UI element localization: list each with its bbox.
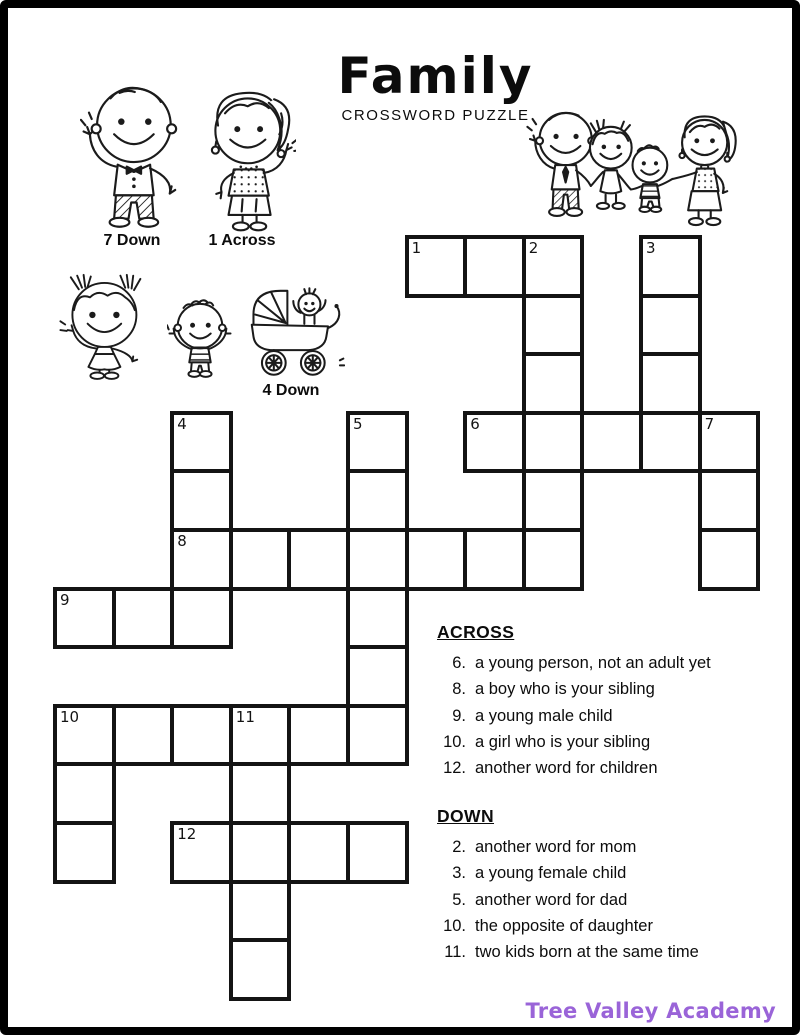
grid-cell[interactable] [522,235,585,298]
clue-text: a young female child [475,864,627,883]
grid-cell-number: 4 [177,414,187,433]
grid-cell[interactable] [229,528,292,591]
clue-text: two kids born at the same time [475,943,699,962]
grid-cell[interactable] [170,587,233,650]
grid-cell-number: 1 [411,239,422,257]
grid-cell[interactable] [170,528,233,591]
watermark: Tree Valley Academy [525,999,776,1023]
grid-cell[interactable] [639,411,702,474]
grid-cell[interactable] [112,704,175,767]
grid-cell[interactable] [229,880,292,943]
grid-cell-number: 8 [177,532,187,550]
grid-cell[interactable] [346,587,409,650]
pram-label: 4 Down [262,382,320,399]
clue-number: 2. [452,838,466,856]
grid-cell[interactable] [405,235,468,298]
mom-label: 1 Across [208,232,276,249]
grid-cell[interactable] [346,411,409,474]
grid-cell[interactable] [287,528,350,591]
clue-number: 10. [443,732,466,751]
clue-text: another word for dad [475,890,628,909]
grid-cell[interactable] [53,821,116,884]
clue-number: 8. [452,680,466,699]
grid-cell-number: 5 [353,414,363,433]
clue-row [428,729,796,755]
grid-cell[interactable] [522,294,585,357]
clue-text: a young male child [475,706,613,725]
clue-number: 12. [443,759,466,778]
grid-cell[interactable] [229,821,292,884]
grid-cell[interactable] [229,938,292,1001]
grid-cell[interactable] [170,411,233,474]
grid-cell-number: 3 [646,239,656,257]
grid-cell[interactable] [522,352,585,415]
grid-cell[interactable] [53,704,116,767]
clue-row [428,703,796,729]
down-clues-section [428,806,796,965]
clue-row [428,939,796,965]
grid-cell[interactable] [53,762,116,825]
grid-cell[interactable] [522,469,585,532]
grid-cell[interactable] [112,587,175,650]
grid-cell[interactable] [346,821,409,884]
grid-cell[interactable] [522,528,585,591]
grid-cell[interactable] [170,704,233,767]
clue-row [428,650,796,676]
grid-cell[interactable] [698,411,761,474]
grid-cell[interactable] [170,821,233,884]
grid-cell[interactable] [346,645,409,708]
clue-row [428,913,796,939]
grid-cell[interactable] [698,528,761,591]
grid-cell[interactable] [463,411,526,474]
grid-cell[interactable] [639,352,702,415]
grid-cell[interactable] [463,235,526,298]
clue-number: 5. [452,890,466,909]
grid-cell[interactable] [53,587,116,650]
grid-cell-number: 11 [235,707,255,726]
clue-row [428,755,796,781]
grid-cell-number: 12 [177,825,197,843]
grid-cell[interactable] [287,821,350,884]
grid-cell-number: 7 [704,414,715,433]
grid-cell[interactable] [405,528,468,591]
grid-cell[interactable] [639,235,702,298]
dad-label: 7 Down [103,232,161,249]
grid-cell[interactable] [639,294,702,357]
grid-cell-number: 6 [470,414,480,433]
grid-cell[interactable] [463,528,526,591]
clue-number: 9. [452,706,466,725]
grid-cell[interactable] [229,704,292,767]
grid-cell[interactable] [346,469,409,532]
clue-row [428,834,796,860]
grid-cell-number: 10 [60,707,80,726]
clue-text: a girl who is your sibling [475,732,651,751]
clue-number: 3. [452,864,466,883]
grid-cell-number: 2 [528,239,539,257]
grid-cell[interactable] [229,762,292,825]
grid-cell[interactable] [287,704,350,767]
page-subtitle: CROSSWORD PUZZLE [341,106,530,124]
grid-cell[interactable] [522,411,585,474]
clue-text: a boy who is your sibling [475,680,655,699]
grid-cell[interactable] [346,704,409,767]
page-title: Family [337,47,534,105]
across-clues-section [428,622,796,781]
clue-text: another word for children [475,759,658,778]
grid-cell-number: 9 [60,590,70,609]
clue-row [428,860,796,886]
clue-row [428,676,796,702]
grid-cell[interactable] [170,469,233,532]
clue-row [428,887,796,913]
grid-cell[interactable] [580,411,643,474]
clue-text: a young person, not an adult yet [475,654,711,672]
across-heading: ACROSS [437,622,515,642]
clue-text: the opposite of daughter [475,916,653,935]
clue-number: 10. [443,916,466,935]
clue-text: another word for mom [475,838,637,856]
grid-cell[interactable] [698,469,761,532]
grid-cell[interactable] [346,528,409,591]
clue-number: 11. [444,943,466,962]
down-heading: DOWN [437,806,495,826]
clue-number: 6. [452,654,466,672]
